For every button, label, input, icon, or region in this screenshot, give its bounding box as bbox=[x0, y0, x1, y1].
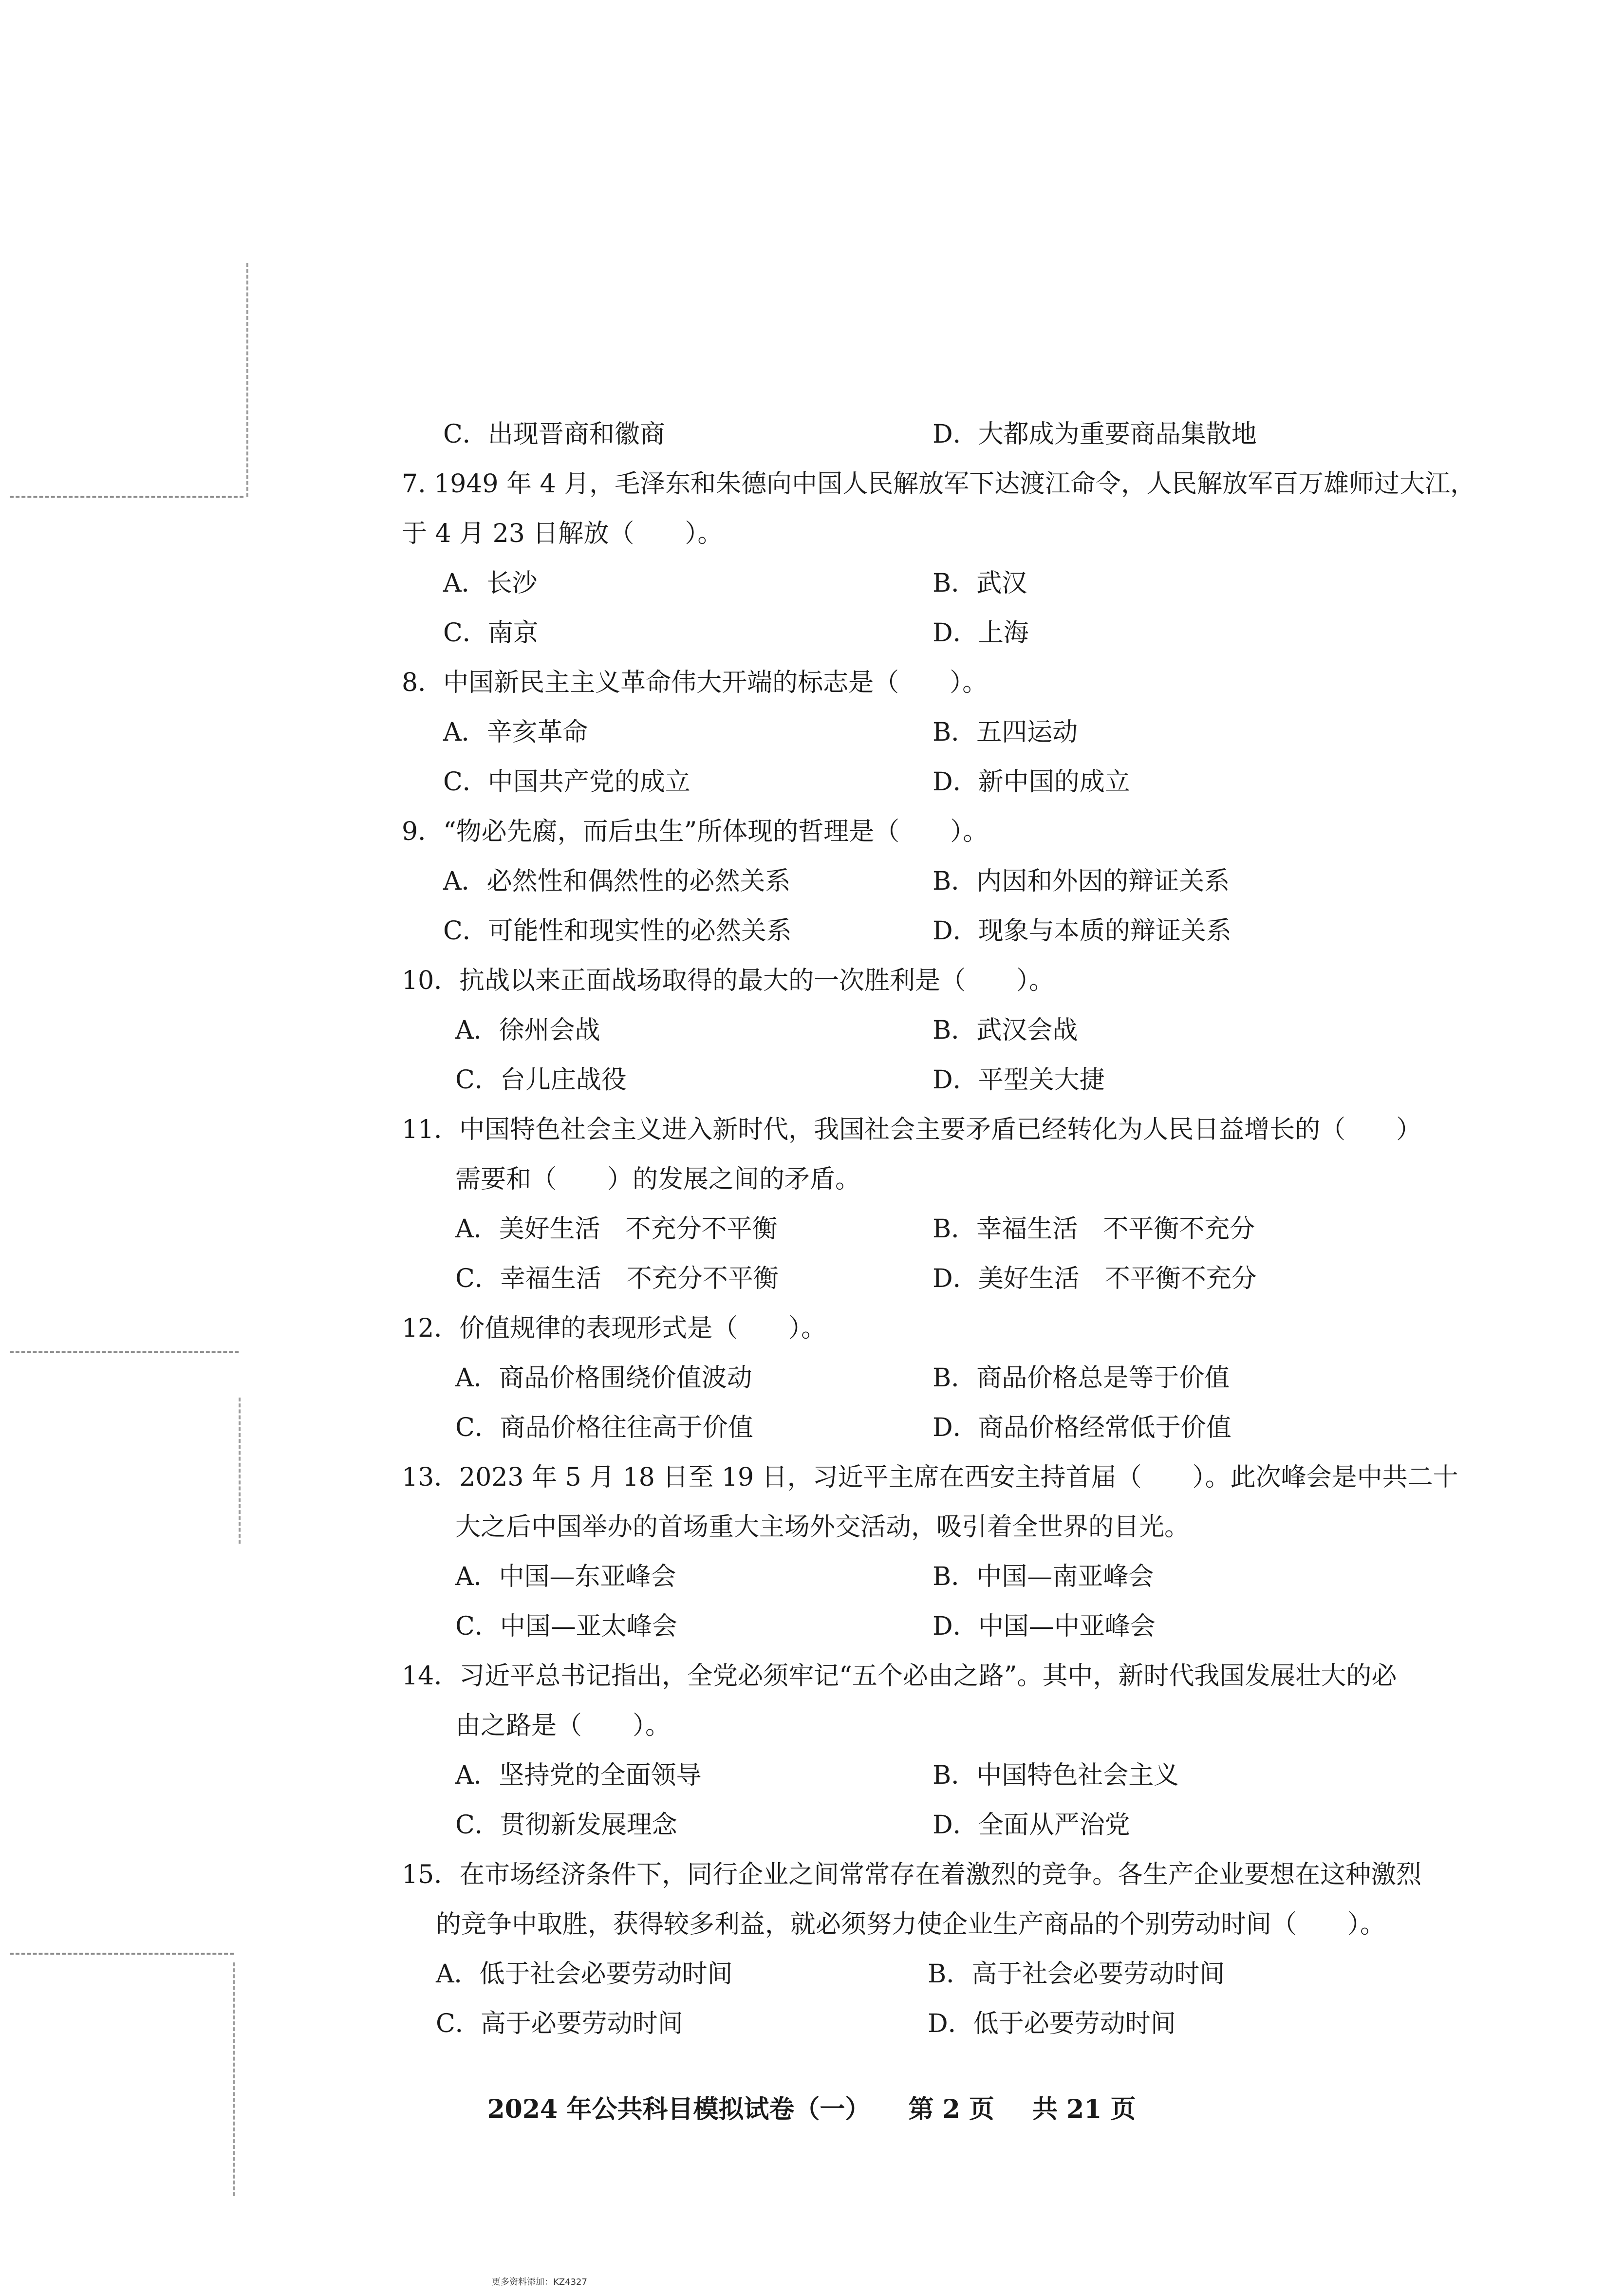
question-15-option-d: D．低于必要劳动时间 bbox=[928, 2009, 1176, 2038]
question-15-line-1: 15．在市场经济条件下，同行企业之间常常存在着激烈的竞争。各生产企业要想在这种激烈 bbox=[402, 1860, 1422, 1889]
exam-title: 2024 年公共科目模拟试卷（一） bbox=[487, 2094, 871, 2124]
question-8-line-1: 8．中国新民主主义革命伟大开端的标志是（ ）。 bbox=[402, 668, 988, 697]
question-13-option-d: D．中国—中亚峰会 bbox=[933, 1612, 1156, 1641]
question-15-line-2: 的竞争中取胜，获得较多利益，就必须努力使企业生产商品的个别劳动时间（ ）。 bbox=[436, 1910, 1386, 1939]
question-15-option-c: C．高于必要劳动时间 bbox=[436, 2009, 683, 2038]
question-13-option-c: C．中国—亚太峰会 bbox=[455, 1612, 677, 1641]
question-13-option-a: A．中国—东亚峰会 bbox=[455, 1562, 676, 1591]
question-14-option-c: C．贯彻新发展理念 bbox=[455, 1811, 677, 1840]
question-15-option-b: B．高于社会必要劳动时间 bbox=[928, 1960, 1225, 1989]
question-7-option-a: A．长沙 bbox=[443, 569, 538, 598]
question-14-line-1: 14．习近平总书记指出，全党必须牢记“五个必由之路”。其中，新时代我国发展壮大的必 bbox=[402, 1661, 1397, 1691]
question-10-option-d: D．平型关大捷 bbox=[933, 1065, 1105, 1095]
question-8-option-b: B．五四运动 bbox=[933, 718, 1078, 747]
question-14-option-b: B．中国特色社会主义 bbox=[933, 1761, 1179, 1790]
question-14-line-2: 由之路是（ ）。 bbox=[455, 1711, 671, 1740]
question-9-option-b: B．内因和外因的辩证关系 bbox=[933, 867, 1230, 896]
question-7-option-c: C．南京 bbox=[443, 618, 539, 648]
bottom-note: 更多资料添加：KZ4327 bbox=[492, 2277, 587, 2287]
question-11-option-b: B．幸福生活 不平衡不充分 bbox=[933, 1214, 1255, 1244]
question-7-option-b: B．武汉 bbox=[933, 569, 1027, 598]
question-12-option-c: C．商品价格往往高于价值 bbox=[455, 1413, 753, 1442]
question-9-option-c: C．可能性和现实性的必然关系 bbox=[443, 916, 792, 946]
question-11-line-2: 需要和（ ）的发展之间的矛盾。 bbox=[455, 1165, 861, 1194]
question-8-option-a: A．辛亥革命 bbox=[443, 718, 588, 747]
question-13-option-b: B．中国—南亚峰会 bbox=[933, 1562, 1154, 1591]
question-8-option-c: C．中国共产党的成立 bbox=[443, 767, 690, 797]
question-12-option-a: A．商品价格围绕价值波动 bbox=[455, 1363, 752, 1393]
question-7-line-1: 7. 1949 年 4 月，毛泽东和朱德向中国人民解放军下达渡江命令，人民解放军百万雄师过大江， bbox=[402, 469, 1476, 499]
question-11-option-c: C．幸福生活 不充分不平衡 bbox=[455, 1264, 779, 1293]
question-9-line-1: 9．“物必先腐，而后虫生”所体现的哲理是（ ）。 bbox=[402, 817, 989, 846]
question-10-line-1: 10．抗战以来正面战场取得的最大的一次胜利是（ ）。 bbox=[402, 966, 1055, 995]
question-11-option-d: D．美好生活 不平衡不充分 bbox=[933, 1264, 1257, 1293]
question-11-option-a: A．美好生活 不充分不平衡 bbox=[455, 1214, 778, 1244]
question-15-option-a: A．低于社会必要劳动时间 bbox=[436, 1960, 733, 1989]
question-7-line-2: 于 4 月 23 日解放（ ）。 bbox=[402, 519, 723, 548]
question-13-line-1: 13．2023 年 5 月 18 日至 19 日，习近平主席在西安主持首届（ ）。此次峰会是中共二十 bbox=[402, 1463, 1458, 1492]
question-10-option-c: C．台儿庄战役 bbox=[455, 1065, 627, 1095]
question-10-option-b: B．武汉会战 bbox=[933, 1016, 1078, 1045]
question-12-option-d: D．商品价格经常低于价值 bbox=[933, 1413, 1231, 1442]
prev-option-c: C．出现晋商和徽商 bbox=[443, 420, 665, 449]
question-7-option-d: D．上海 bbox=[933, 618, 1029, 648]
question-14-option-d: D．全面从严治党 bbox=[933, 1811, 1130, 1840]
question-12-line-1: 12．价值规律的表现形式是（ ）。 bbox=[402, 1314, 827, 1343]
prev-option-d: D．大都成为重要商品集散地 bbox=[933, 420, 1257, 449]
question-9-option-a: A．必然性和偶然性的必然关系 bbox=[443, 867, 791, 896]
question-9-option-d: D．现象与本质的辩证关系 bbox=[933, 916, 1231, 946]
question-10-option-a: A．徐州会战 bbox=[455, 1016, 600, 1045]
question-13-line-2: 大之后中国举办的首场重大主场外交活动，吸引着全世界的目光。 bbox=[455, 1512, 1190, 1542]
page-footer bbox=[0, 2094, 1623, 2125]
question-11-line-1: 11．中国特色社会主义进入新时代，我国社会主要矛盾已经转化为人民日益增长的（ ） bbox=[402, 1115, 1422, 1144]
page-number: 第 2 页 bbox=[908, 2094, 994, 2124]
question-12-option-b: B．商品价格总是等于价值 bbox=[933, 1363, 1230, 1393]
page-total: 共 21 页 bbox=[1032, 2094, 1136, 2124]
question-14-option-a: A．坚持党的全面领导 bbox=[455, 1761, 702, 1790]
question-8-option-d: D．新中国的成立 bbox=[933, 767, 1130, 797]
